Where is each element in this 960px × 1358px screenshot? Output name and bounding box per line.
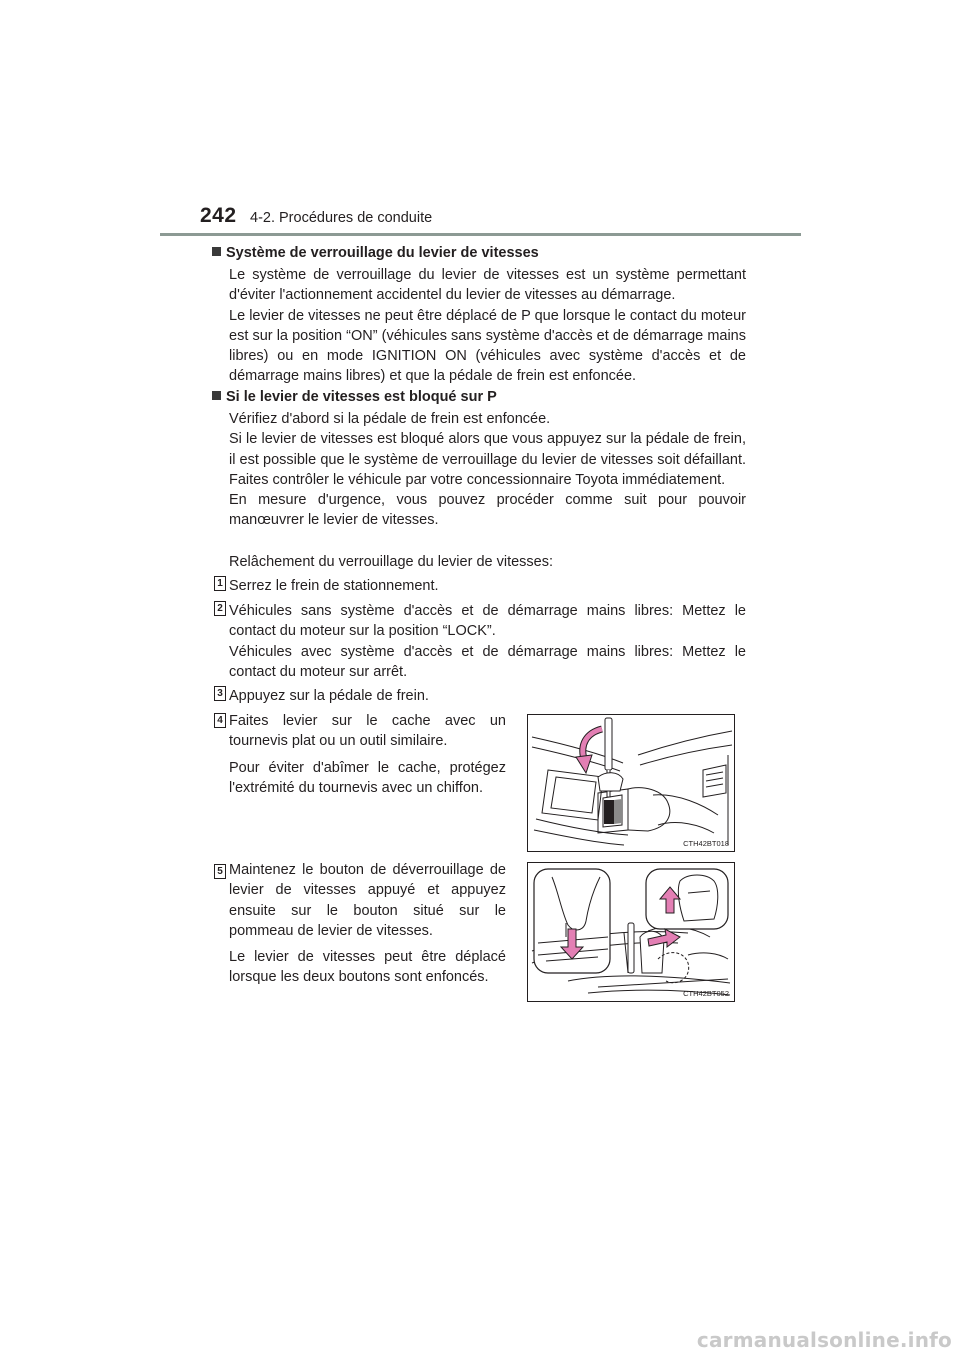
paragraph: Vérifiez d'abord si la pédale de frein est enfoncée. <box>229 411 551 427</box>
figure-pry-cover <box>527 714 735 852</box>
watermark: carmanualsonline.info <box>696 1328 952 1352</box>
step-number-4: 4 <box>214 713 226 728</box>
console-cover-illustration <box>528 715 734 851</box>
step-3-text: Appuyez sur la pédale de frein. <box>229 688 429 704</box>
square-bullet-icon <box>212 247 221 256</box>
step-number-1: 1 <box>214 576 226 591</box>
step-4-text: Faites levier sur le cache avec un tournevis plat ou un outil similaire. Pour éviter d'abîmer le cache, protégez l'extrémité du tournevis avec un chiffon. <box>229 713 506 796</box>
square-bullet-icon <box>212 391 221 400</box>
page-number: 242 <box>200 204 237 227</box>
step-1-text: Serrez le frein de stationnement. <box>229 578 439 594</box>
figure-code: CTH42BT052 <box>683 989 729 998</box>
paragraph: Le système de verrouillage du levier de vitesses est un système permettant d'éviter l'actionnement accidentel du levier de vitesses au démarrage. <box>229 267 746 304</box>
paragraph: En mesure d'urgence, vous pouvez procéder comme suit pour pouvoir manœuvrer le levier de vitesses. <box>229 492 746 529</box>
release-intro: Relâchement du verrouillage du levier de vitesses: <box>229 554 554 570</box>
paragraph: Le levier de vitesses ne peut être déplacé de P que lorsque le contact du moteur est sur la position “ON” (véhicules sans système d'accès et de démarrage mains libres) ou en mode IGNITION ON (véhicules avec système d'accès et de démarrage mains libres) et que la pédale de frein est enfoncée. <box>229 307 746 385</box>
lever-stuck-description <box>229 409 746 531</box>
heading-lever-stuck-in-p: Si le levier de vitesses est bloqué sur P <box>212 387 497 407</box>
step-2-text: Véhicules sans système d'accès et de démarrage mains libres: Mettez le contact du moteur sur la position “LOCK”. Véhicules avec système d'accès et de démarrage mains libres: Mettez le contact du moteur sur arrêt. <box>229 603 746 680</box>
paragraph: Si le levier de vitesses est bloqué alors que vous appuyez sur la pédale de frein, il est possible que le système de verrouillage du levier de vitesses soit défaillant. Faites contrôler le véhicule par votre concessionnaire Toyota immédiatement. <box>229 431 746 488</box>
section-title: 4-2. Procédures de conduite <box>250 210 433 226</box>
step-number-5: 5 <box>214 864 226 879</box>
shift-lock-description <box>229 265 746 387</box>
shift-release-illustration <box>528 863 734 1001</box>
step-5-text: Maintenez le bouton de déverrouillage de levier de vitesses appuyé et appuyez ensuite sur le bouton situé sur le pommeau de levier de vitesses. Le levier de vitesses peut être déplacé lorsque les deux boutons sont enfoncés. <box>229 862 506 986</box>
figure-release-buttons <box>527 862 735 1002</box>
step-number-3: 3 <box>214 686 226 701</box>
heading-shift-lock-system: Système de verrouillage du levier de vitesses <box>212 243 539 263</box>
step-number-2: 2 <box>214 601 226 616</box>
figure-code: CTH42BT018 <box>683 839 729 848</box>
header-rule <box>160 233 801 236</box>
